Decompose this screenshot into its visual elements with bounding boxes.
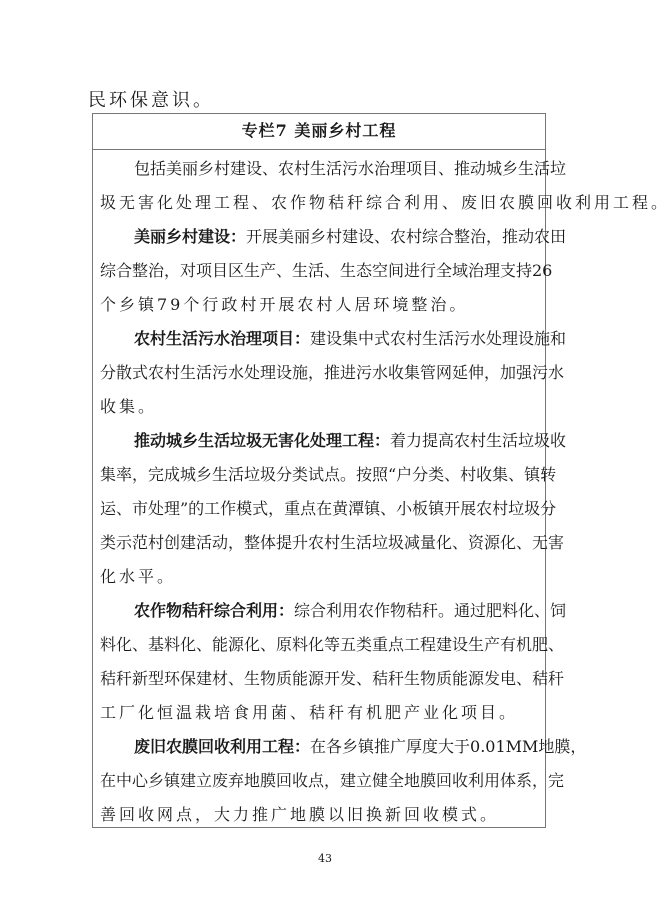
line-text: 集率，完成城乡生活垃圾分类试点。按照“户分类、村收集、镇转 bbox=[100, 465, 557, 484]
line-text: 料化、基料化、能源化、原料化等五类重点工程建设生产有机肥、 bbox=[100, 635, 565, 654]
line-text: 运、市处理”的工作模式，重点在黄潭镇、小板镇开展农村垃圾分 bbox=[100, 499, 557, 518]
line-text: 在中心乡镇建立废弃地膜回收点，建立健全地膜回收利用体系，完 bbox=[100, 771, 565, 790]
paragraph-heading: 农作物秸秆综合利用： bbox=[134, 601, 295, 620]
paragraph-heading: 推动城乡生活垃圾无害化处理工程： bbox=[134, 431, 391, 450]
box-content bbox=[93, 150, 670, 832]
paragraph-line bbox=[100, 696, 538, 730]
paragraph-line bbox=[100, 424, 567, 458]
paragraph-line bbox=[100, 730, 587, 764]
paragraph-line bbox=[100, 628, 565, 662]
feature-box bbox=[92, 113, 670, 828]
line-text: 善回收网点，大力推广地膜以旧换新回收模式。 bbox=[100, 805, 500, 824]
paragraph-line bbox=[100, 560, 538, 594]
line-text: 开展美丽乡村建设、农村综合整治，推动农田 bbox=[246, 227, 567, 246]
page-number: 43 bbox=[318, 852, 332, 865]
lead-text: 民环保意识。 bbox=[88, 90, 214, 111]
paragraph-line bbox=[100, 526, 565, 560]
line-text: 化水平。 bbox=[100, 567, 177, 586]
paragraph-line bbox=[100, 356, 565, 390]
line-text: 包括美丽乡村建设、农村生活污水治理项目、推动城乡生活垃 bbox=[134, 159, 567, 178]
paragraph-line bbox=[100, 594, 567, 628]
line-text: 个乡镇79个行政村开展农村人居环境整治。 bbox=[100, 295, 469, 314]
line-text: 分散式农村生活污水处理设施，推进污水收集管网延伸，加强污水 bbox=[100, 363, 565, 382]
line-text: 建设集中式农村生活污水处理设施和 bbox=[310, 329, 567, 348]
paragraph-heading: 废旧农膜回收利用工程： bbox=[134, 737, 311, 756]
paragraph-line bbox=[100, 186, 670, 220]
paragraph-line bbox=[100, 390, 538, 424]
paragraph-line bbox=[100, 458, 557, 492]
paragraph-line bbox=[100, 288, 538, 322]
paragraph-heading: 美丽乡村建设： bbox=[134, 227, 247, 246]
box-title: 专栏7 美丽乡村工程 bbox=[93, 114, 545, 150]
line-text: 在各乡镇推广厚度大于0.01MM地膜， bbox=[310, 737, 587, 756]
paragraph-line bbox=[100, 764, 565, 798]
paragraph-line bbox=[100, 662, 565, 696]
paragraph-line bbox=[100, 220, 567, 254]
line-text: 工厂化恒温栽培食用菌、秸秆有机肥产业化项目。 bbox=[100, 703, 519, 722]
paragraph-line bbox=[100, 322, 567, 356]
line-text: 着力提高农村生活垃圾收 bbox=[390, 431, 567, 450]
line-text: 收集。 bbox=[100, 397, 158, 416]
line-text: 综合整治，对项目区生产、生活、生态空间进行全域治理支持26 bbox=[100, 261, 553, 280]
paragraph-line bbox=[100, 152, 567, 186]
paragraph-heading: 农村生活污水治理项目： bbox=[134, 329, 311, 348]
line-text: 综合利用农作物秸秆。通过肥料化、饲 bbox=[294, 601, 567, 620]
line-text: 类示范村创建活动，整体提升农村生活垃圾减量化、资源化、无害 bbox=[100, 533, 565, 552]
paragraph-line bbox=[100, 254, 553, 288]
line-text: 秸秆新型环保建材、生物质能源开发、秸秆生物质能源发电、秸秆 bbox=[100, 669, 565, 688]
paragraph-line bbox=[100, 492, 557, 526]
paragraph-line bbox=[100, 798, 538, 832]
line-text: 圾无害化处理工程、农作物秸秆综合利用、废旧农膜回收利用工程。 bbox=[100, 193, 670, 212]
